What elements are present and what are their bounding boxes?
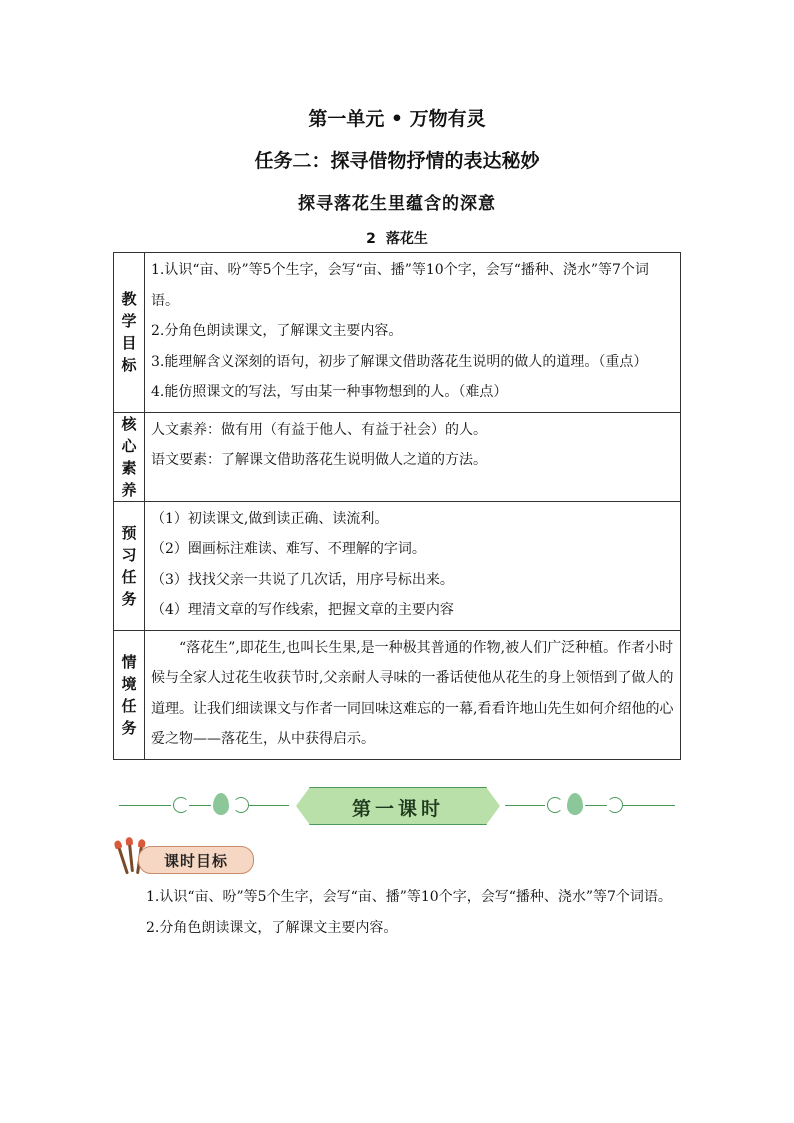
leaf-icon [567,793,583,815]
literacy-line: 人文素养：做有用（有益于他人、有益于社会）的人。 [151,421,487,438]
lesson-goal-line: 1.认识“亩、吩”等5个生字，会写“亩、播”等10个字，会写“播种、浇水”等7个词语。 [146,889,672,905]
lesson-goals-badge [118,840,256,876]
unit-title: 第一单元 • 万物有灵 [308,108,486,130]
leaf-icon [213,793,229,815]
literacy-line: 语文要素：了解课文借助落花生说明做人之道的方法。 [151,452,487,468]
vine-curl-icon [233,797,249,813]
lesson-number: 2 [366,231,376,247]
table-row-context-task [114,630,681,759]
row-label: 教 学 目 标 [114,253,145,413]
task-line: （2）圈画标注难读、难写、不理解的字词。 [151,541,426,557]
task-title: 任务二：探寻借物抒情的表达秘妙 [254,150,540,172]
lesson-goal-line: 2.分角色朗读课文，了解课文主要内容。 [146,919,398,936]
divider-line [249,805,289,806]
row-content [145,412,681,501]
row-content [145,253,681,413]
goal-line: 1.认识“亩、吩”等5个生字，会写“亩、播”等10个字，会写“播种、浇水”等7个词语。 [151,262,649,309]
lesson-name: 落花生 [385,231,428,247]
divider-line [623,805,675,806]
subtask-title: 探寻落花生里蕴含的深意 [298,194,496,214]
lesson-goals [118,882,684,943]
badge-label: 课时目标 [163,852,228,870]
lesson-title [0,228,794,248]
divider-line [585,805,607,806]
section-banner [113,782,681,828]
badge-pill [138,846,254,874]
task-line: （4）理清文章的写作线索，把握文章的主要内容 [151,602,454,618]
row-label: 情 境 任 务 [114,630,145,759]
divider-line [119,805,171,806]
vine-curl-icon [547,797,563,813]
divider-line [505,805,545,806]
goal-line: 4.能仿照课文的写法，写由某一种事物想到的人。（难点） [151,384,508,400]
table-row-preview-tasks [114,501,681,630]
context-paragraph: “落花生”,即花生,也叫长生果,是一种极其普通的作物,被人们广泛种植。作者小时候与全家人过花生收获节时,父亲耐人寻味的一番话使他从花生的身上领悟到了做人的道理。让我们细读课文与作者一同回味这难忘的一幕,看看许地山先生如何介绍他的心爱之物——落花生，从中获得启示。 [151,639,674,747]
row-label: 预 习 任 务 [114,501,145,630]
task-line: （1）初读课文,做到读正确、读流利。 [151,510,389,527]
section-ribbon [309,787,487,825]
divider-line [189,805,211,806]
row-content [145,630,681,759]
table-row-teaching-goals [114,253,681,413]
row-content [145,501,681,630]
table-row-core-literacy [114,412,681,501]
vine-curl-icon [607,797,623,813]
vine-curl-icon [173,797,189,813]
goal-line: 3.能理解含义深刻的语句，初步了解课文借助落花生说明的做人的道理。（重点） [151,353,648,370]
row-label: 核 心 素 养 [114,412,145,501]
section-title: 第一课时 [351,798,444,820]
lesson-plan-table [113,252,681,760]
goal-line: 2.分角色朗读课文，了解课文主要内容。 [151,323,403,339]
task-line: （3）找找父亲一共说了几次话，用序号标出来。 [151,571,454,588]
